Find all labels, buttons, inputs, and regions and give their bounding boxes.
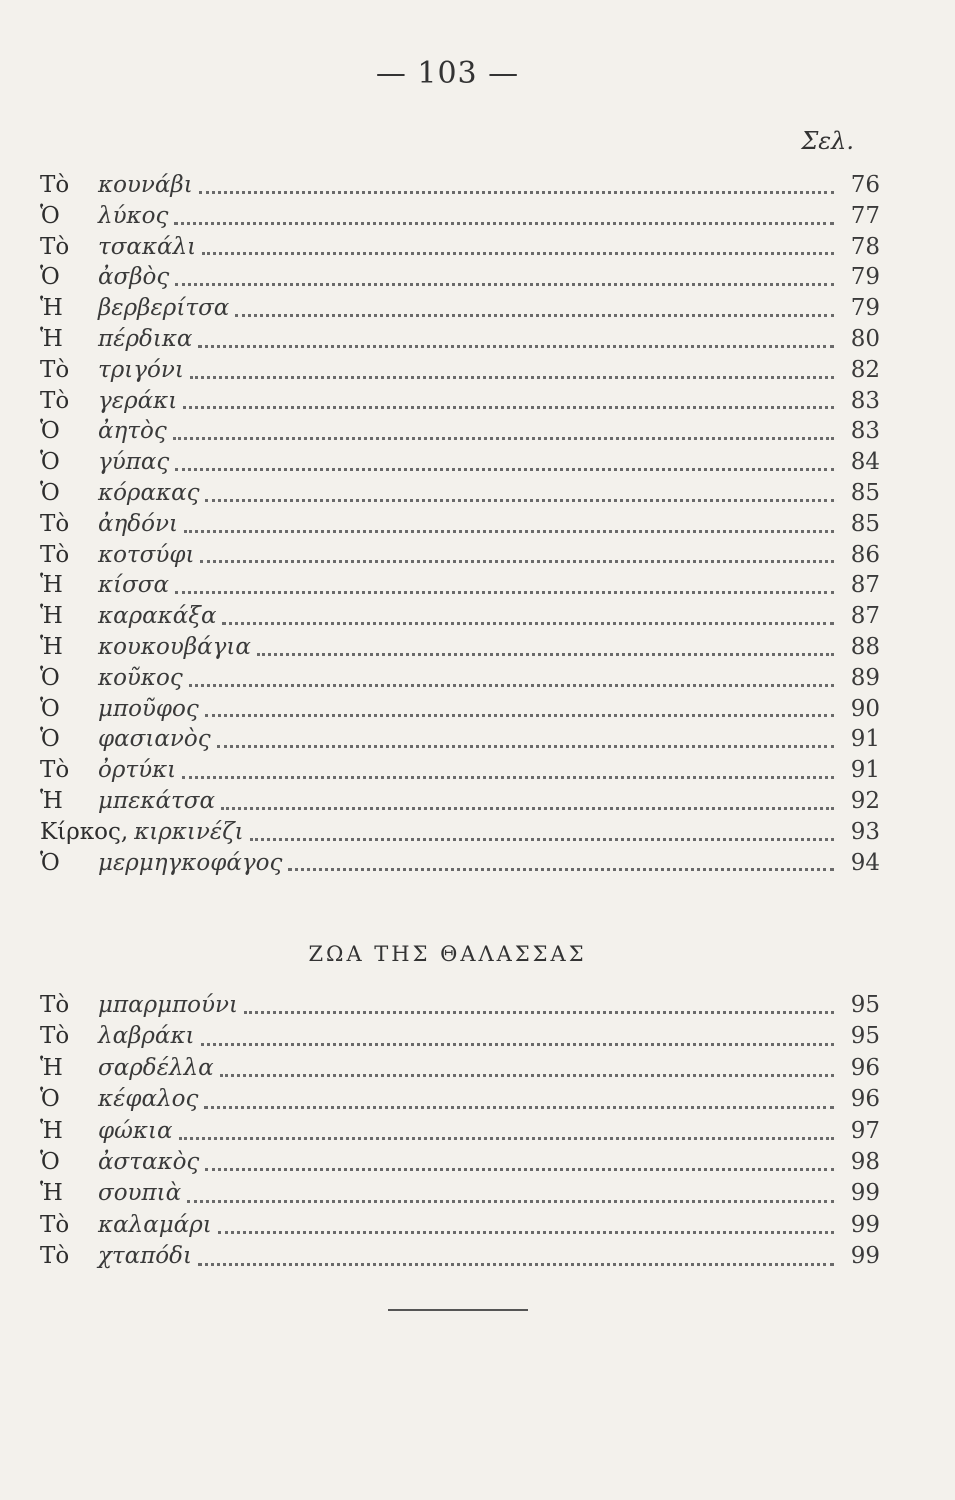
entry-name: μπεκάτσα (98, 787, 215, 814)
entry-page: 77 (850, 202, 880, 229)
toc-entry (40, 570, 880, 601)
leader-dots (205, 498, 834, 502)
entry-article: Ὁ (40, 418, 60, 445)
entry-page: 88 (850, 633, 880, 660)
toc-entry (40, 817, 880, 848)
leader-dots (187, 1199, 834, 1203)
entry-name: σαρδέλλα (98, 1054, 214, 1081)
entry-name: κίσσα (98, 572, 170, 599)
toc-entry (40, 990, 880, 1021)
entry-name: ἀστακὸς (98, 1148, 200, 1175)
toc-entry (40, 601, 880, 632)
entry-name: κουνάβι (98, 172, 193, 198)
leader-dots (199, 190, 834, 194)
leader-dots (204, 1105, 834, 1109)
entry-name: ἀηδόνι (98, 510, 179, 537)
leader-dots (202, 251, 834, 255)
entry-article: Τὸ (40, 510, 70, 537)
toc-entry (40, 355, 880, 386)
page-column-header: Σελ. (801, 127, 854, 155)
entry-article: Ἡ (40, 603, 63, 630)
entry-article: Τὸ (40, 541, 70, 568)
entry-article: Τὸ (40, 1243, 70, 1270)
entry-article: Ὁ (40, 1086, 60, 1113)
entry-page: 99 (850, 1180, 880, 1207)
entry-article: Τὸ (40, 757, 70, 784)
toc-entry (40, 786, 880, 817)
entry-page: 92 (850, 787, 880, 814)
leader-dots (198, 1262, 834, 1266)
entry-article: Ἡ (40, 1180, 63, 1207)
entry-name: ἀητὸς (98, 418, 167, 445)
leader-dots (257, 652, 834, 656)
entry-page: 80 (850, 325, 880, 352)
entry-name: φασιανὸς (98, 726, 211, 753)
entry-page: 78 (850, 233, 880, 260)
leader-dots (179, 1136, 835, 1140)
leader-dots (175, 590, 834, 594)
entry-name: ὀρτύκι (98, 757, 177, 784)
entry-article: Ἡ (40, 787, 63, 814)
toc-entry (40, 509, 880, 540)
toc-entry (40, 724, 880, 755)
entry-article: Τὸ (40, 1023, 70, 1050)
entry-article: Κίρκος, (40, 818, 129, 845)
entry-page: 89 (850, 664, 880, 691)
leader-dots (221, 806, 834, 810)
toc-entry (40, 262, 880, 293)
toc-entry (40, 293, 880, 324)
entry-name: σουπιὰ (98, 1180, 182, 1207)
entry-article: Ἡ (40, 633, 63, 660)
entry-page: 91 (850, 757, 880, 784)
leader-dots (200, 559, 834, 563)
toc-entry (40, 1084, 880, 1115)
entry-article: Ἡ (40, 1117, 63, 1144)
entry-name: λαβράκι (98, 1023, 195, 1050)
entry-name: κοτσύφι (98, 541, 195, 568)
entry-article: Ἡ (40, 1054, 63, 1081)
entry-article: Ὁ (40, 695, 60, 722)
entry-page: 82 (850, 356, 880, 383)
leader-dots (175, 282, 834, 286)
leader-dots (244, 1010, 834, 1014)
entry-name: βερβερίτσα (98, 295, 230, 322)
entry-page: 79 (850, 295, 880, 322)
entry-page: 97 (850, 1117, 880, 1144)
toc-entry (40, 1210, 880, 1241)
entry-name: γεράκι (98, 387, 178, 414)
entry-article: Τὸ (40, 233, 70, 260)
entry-name: ἀσβὸς (98, 264, 170, 291)
entry-article: Ἡ (40, 295, 63, 322)
entry-name: κοῦκος (98, 664, 183, 691)
entry-article: Τὸ (40, 1211, 70, 1238)
entry-article: Ὁ (40, 449, 60, 476)
toc-entry (40, 1241, 880, 1272)
toc-entry (40, 848, 880, 879)
entry-name: λύκος (98, 202, 169, 229)
entry-article: Τὸ (40, 387, 70, 414)
toc-entry (40, 663, 880, 694)
leader-dots (217, 744, 834, 748)
entry-article: Τὸ (40, 172, 70, 198)
leader-dots (250, 837, 834, 841)
entry-article: Ὁ (40, 264, 60, 291)
entry-article: Ὁ (40, 726, 60, 753)
entry-article: Ἡ (40, 325, 63, 352)
entry-page: 79 (850, 264, 880, 291)
entry-page: 96 (850, 1086, 880, 1113)
entry-name: κόρακας (98, 479, 200, 506)
entry-article: Ἡ (40, 572, 63, 599)
entry-name: καρακάξα (98, 603, 217, 630)
entry-page: 83 (850, 418, 880, 445)
toc-entry (40, 1021, 880, 1052)
entry-name: τσακάλι (98, 233, 197, 260)
leader-dots (218, 1230, 834, 1234)
entry-name: κουκουβάγια (98, 633, 251, 660)
entry-name: μποῦφος (98, 695, 199, 722)
leader-dots (222, 621, 834, 625)
entry-page: 93 (850, 818, 880, 845)
leader-dots (175, 467, 834, 471)
toc-entry (40, 632, 880, 663)
leader-dots (174, 221, 834, 225)
leader-dots (201, 1042, 834, 1046)
entry-name: γύπας (98, 449, 170, 476)
entry-page: 94 (850, 849, 880, 876)
leader-dots (190, 375, 834, 379)
entry-page: 85 (850, 479, 880, 506)
entry-page: 99 (850, 1211, 880, 1238)
leader-dots (184, 529, 834, 533)
entry-name: φώκια (98, 1117, 173, 1144)
entry-page: 91 (850, 726, 880, 753)
closing-rule (388, 1309, 528, 1311)
toc-entry (40, 416, 880, 447)
leader-dots (173, 436, 834, 440)
toc-entry (40, 324, 880, 355)
entry-page: 86 (850, 541, 880, 568)
entry-article: Ὁ (40, 664, 60, 691)
entry-page: 87 (850, 603, 880, 630)
entry-page: 95 (850, 992, 880, 1018)
entry-page: 85 (850, 510, 880, 537)
entry-article: Τὸ (40, 356, 70, 383)
entry-page: 76 (850, 172, 880, 198)
leader-dots (235, 313, 834, 317)
entry-name: χταπόδι (98, 1243, 193, 1270)
entry-article: Ὁ (40, 849, 60, 876)
toc-entry (40, 755, 880, 786)
entry-page: 95 (850, 1023, 880, 1050)
leader-dots (183, 405, 834, 409)
entry-page: 99 (850, 1243, 880, 1270)
entry-page: 96 (850, 1054, 880, 1081)
entry-page: 90 (850, 695, 880, 722)
entry-page: 87 (850, 572, 880, 599)
toc-entry (40, 694, 880, 725)
toc-entry (40, 232, 880, 263)
entry-name: κιρκινέζι (134, 818, 244, 845)
entry-article: Ὁ (40, 479, 60, 506)
toc-entry (40, 1147, 880, 1178)
entry-name: καλαμάρι (98, 1211, 212, 1238)
entry-name: μερμηγκοφάγος (98, 849, 283, 876)
entry-name: πέρδικα (98, 325, 193, 352)
leader-dots (205, 713, 834, 717)
entry-name: κέφαλος (98, 1086, 199, 1113)
page-number: — 103 — (375, 56, 520, 91)
toc-entry (40, 478, 880, 509)
leader-dots (182, 775, 834, 779)
entry-page: 83 (850, 387, 880, 414)
entry-name: τριγόνι (98, 356, 184, 383)
leader-dots (205, 1167, 834, 1171)
toc-entry (40, 1178, 880, 1209)
entry-article: Τὸ (40, 992, 70, 1018)
leader-dots (198, 344, 834, 348)
sea-animals-list (40, 990, 880, 1273)
entry-article: Ὁ (40, 1148, 60, 1175)
toc-entry (40, 201, 880, 232)
toc-entry (40, 1053, 880, 1084)
entry-article: Ὁ (40, 202, 60, 229)
toc-entry (40, 447, 880, 478)
toc-entry (40, 540, 880, 571)
leader-dots (288, 867, 834, 871)
leader-dots (220, 1073, 834, 1077)
toc-entry (40, 1116, 880, 1147)
section-title: ΖΩΑ ΤΗΣ ΘΑΛΑΣΣΑΣ (308, 942, 587, 966)
entry-page: 98 (850, 1148, 880, 1175)
land-animals-list (40, 170, 880, 878)
entry-page: 84 (850, 449, 880, 476)
toc-entry (40, 170, 880, 201)
entry-name: μπαρμπούνι (98, 992, 239, 1018)
leader-dots (189, 683, 834, 687)
toc-entry (40, 386, 880, 417)
